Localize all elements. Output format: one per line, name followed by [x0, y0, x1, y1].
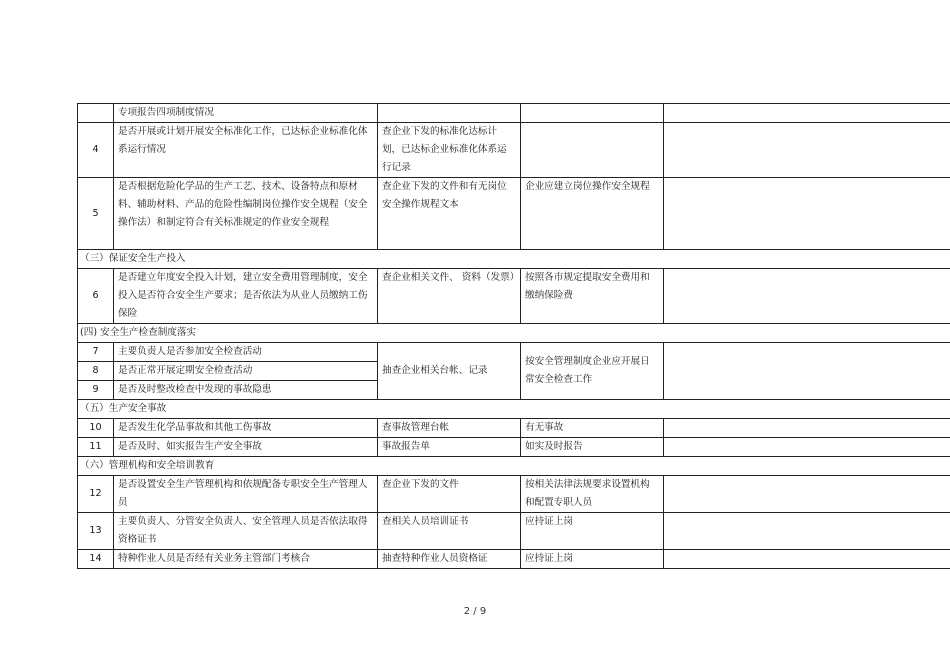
- row-number-cell: 14: [78, 550, 114, 569]
- check-item-cell: 是否及时整改检查中发现的事故隐患: [114, 381, 378, 400]
- check-item-cell: 主要负责人、分管安全负责人、安全管理人员是否依法取得资格证书: [114, 513, 378, 550]
- remarks-cell: [664, 178, 950, 250]
- row-number-cell: 7: [78, 343, 114, 362]
- table-row: [78, 104, 950, 123]
- table-row: [78, 419, 950, 438]
- inspection-checklist-table: [77, 103, 950, 569]
- check-item-cell: 是否及时、如实报告生产安全事故: [114, 438, 378, 457]
- remarks-cell: [664, 550, 950, 569]
- check-method-cell: 抽查特种作业人员资格证: [378, 550, 521, 569]
- check-item-cell: 是否发生化学品事故和其他工伤事故: [114, 419, 378, 438]
- remarks-cell: [664, 343, 950, 400]
- page-number: 2 / 9: [463, 606, 487, 617]
- remarks-cell: [664, 438, 950, 457]
- row-number-cell: 9: [78, 381, 114, 400]
- table-row: [78, 269, 950, 324]
- standard-cell: [521, 104, 664, 123]
- standard-cell: 按安全管理制度企业应开展日常安全检查工作: [521, 343, 664, 400]
- section-header-row: [78, 400, 950, 419]
- standard-cell: 有无事故: [521, 419, 664, 438]
- row-number-cell: [78, 104, 114, 123]
- standard-cell: 应持证上岗: [521, 513, 664, 550]
- standard-cell: 按相关法律法规要求设置机构和配置专职人员: [521, 476, 664, 513]
- remarks-cell: [664, 476, 950, 513]
- remarks-cell: [664, 123, 950, 178]
- row-number-cell: 10: [78, 419, 114, 438]
- check-method-cell: 查企业下发的文件: [378, 476, 521, 513]
- table-row: [78, 513, 950, 550]
- standard-cell: 如实及时报告: [521, 438, 664, 457]
- check-item-cell: 主要负责人是否参加安全检查活动: [114, 343, 378, 362]
- section-header-row: [78, 250, 950, 269]
- standard-cell: 按照各市规定提取安全费用和缴纳保险费: [521, 269, 664, 324]
- row-number-cell: 6: [78, 269, 114, 324]
- check-method-cell: 查企业下发的文件和有无岗位安全操作规程文本: [378, 178, 521, 250]
- standard-cell: 应持证上岗: [521, 550, 664, 569]
- check-item-cell: 专项报告四项制度情况: [114, 104, 378, 123]
- check-item-cell: 是否根据危险化学品的生产工艺、技术、设备特点和原材料、辅助材料、产品的危险性编制岗位操作安全规程（安全操作法）和制定符合有关标准规定的作业安全规程: [114, 178, 378, 250]
- table-row: [78, 343, 950, 362]
- check-method-cell: 抽查企业相关台帐、记录: [378, 343, 521, 400]
- section-heading: (四) 安全生产检查制度落实: [78, 324, 950, 343]
- remarks-cell: [664, 419, 950, 438]
- row-number-cell: 8: [78, 362, 114, 381]
- row-number-cell: 12: [78, 476, 114, 513]
- check-method-cell: 查企业相关文件、 资料（发票）: [378, 269, 521, 324]
- check-item-cell: 特种作业人员是否经有关业务主管部门考核合: [114, 550, 378, 569]
- check-method-cell: [378, 104, 521, 123]
- row-number-cell: 5: [78, 178, 114, 250]
- row-number-cell: 13: [78, 513, 114, 550]
- section-header-row: [78, 324, 950, 343]
- table-row: [78, 476, 950, 513]
- standard-cell: 企业应建立岗位操作安全规程: [521, 178, 664, 250]
- table-row: [78, 178, 950, 250]
- remarks-cell: [664, 513, 950, 550]
- row-number-cell: 11: [78, 438, 114, 457]
- section-heading: （三）保证安全生产投入: [78, 250, 950, 269]
- check-method-cell: 查企业下发的标准化达标计划，已达标企业标准化体系运行记录: [378, 123, 521, 178]
- check-item-cell: 是否建立年度安全投入计划，建立安全费用管理制度，安全投入是否符合安全生产要求；是否依法为从业人员缴纳工伤保险: [114, 269, 378, 324]
- standard-cell: [521, 123, 664, 178]
- table-row: [78, 550, 950, 569]
- check-method-cell: 查事故管理台帐: [378, 419, 521, 438]
- section-heading: （六）管理机构和安全培训教育: [78, 457, 950, 476]
- check-item-cell: 是否设置安全生产管理机构和依规配备专职安全生产管理人员: [114, 476, 378, 513]
- remarks-cell: [664, 104, 950, 123]
- table-row: [78, 123, 950, 178]
- section-header-row: [78, 457, 950, 476]
- section-heading: （五）生产安全事故: [78, 400, 950, 419]
- remarks-cell: [664, 269, 950, 324]
- check-item-cell: 是否正常开展定期安全检查活动: [114, 362, 378, 381]
- check-method-cell: 查相关人员培训证书: [378, 513, 521, 550]
- check-item-cell: 是否开展或计划开展安全标准化工作，已达标企业标准化体系运行情况: [114, 123, 378, 178]
- check-method-cell: 事故报告单: [378, 438, 521, 457]
- table-row: [78, 438, 950, 457]
- row-number-cell: 4: [78, 123, 114, 178]
